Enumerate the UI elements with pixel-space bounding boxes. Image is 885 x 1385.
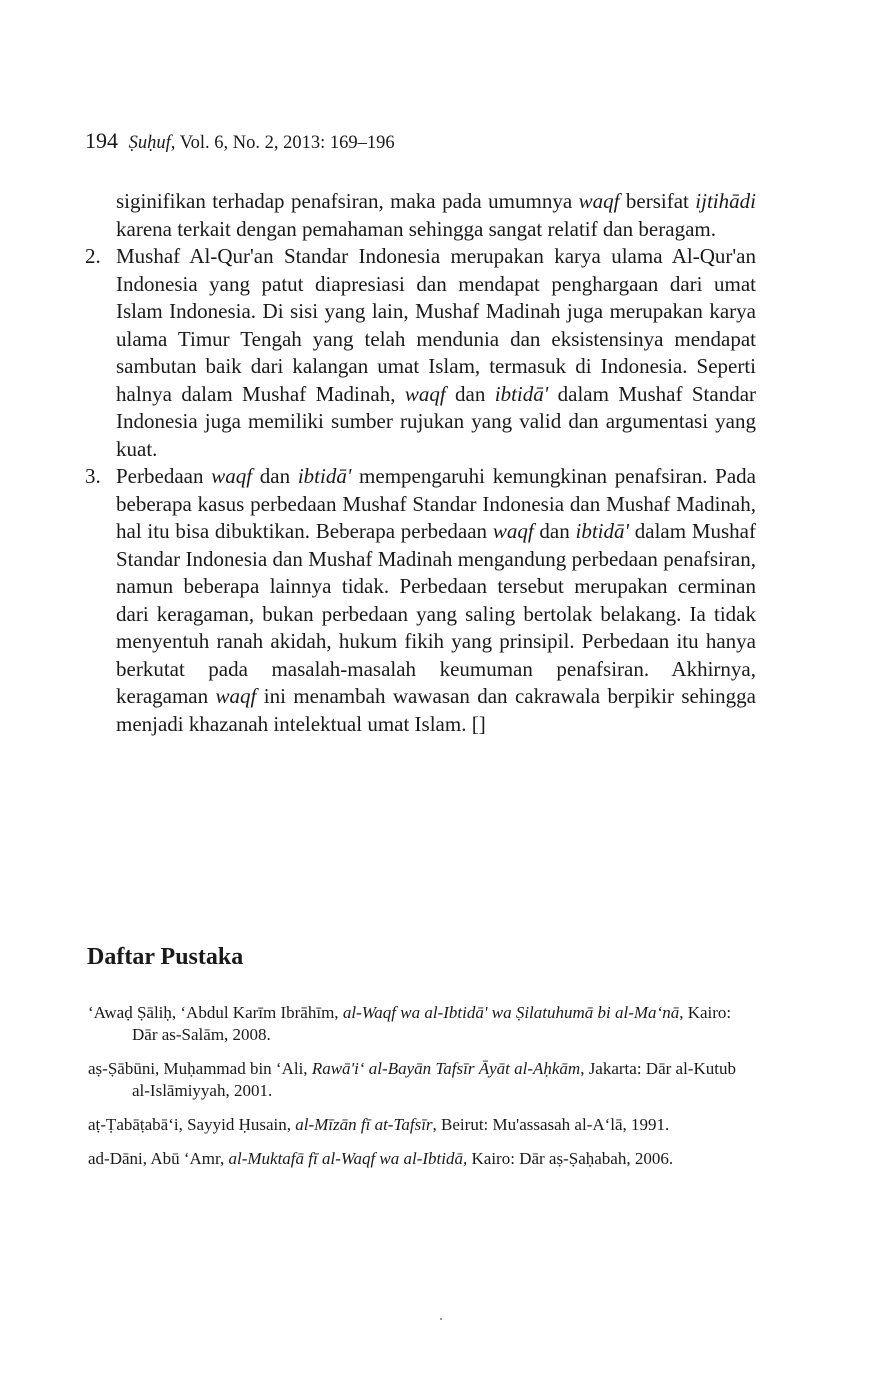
list-item-text: siginifikan terhadap penafsiran, maka pada umumnya waqf bersifat ijtihādi karena terkait dengan pemahaman sehingga sangat relatif dan beragam. xyxy=(116,189,756,241)
journal-name: Ṣuḥuf, xyxy=(128,133,176,153)
list-item-text: Perbedaan waqf dan ibtidā' mempengaruhi kemungkinan penafsiran. Pada beberapa kasus perbedaan Mushaf Standar Indonesia dan Mushaf Madinah, hal itu bisa dibuktikan. Beberapa perbedaan waqf dan ibtidā' dalam Mushaf Standar Indonesia dan Mushaf Madinah mengandung perbedaan penafsiran, namun beberapa lainnya tidak. Perbedaan tersebut merupakan cerminan dari keragaman, bukan perbedaan yang saling bertolak belakang. Ia tidak menyentuh ranah akidah, hukum fikih yang prinsipil. Perbedaan itu hanya berkutat pada masalah-masalah keumuman penafsiran. Akhirnya, keragaman waqf ini menambah wawasan dan cakrawala berpikir sehingga menjadi khazanah intelektual umat Islam. [] xyxy=(116,464,757,736)
list-item xyxy=(116,188,756,243)
conclusion-list xyxy=(85,188,757,738)
reference-entry: aṣ-Ṣābūni, Muḥammad bin ‘Ali, Rawā'i‘ al-Bayān Tafsīr Āyāt al-Aḥkām, Jakarta: Dār al-Kutub al-Islāmiyyah, 2001. xyxy=(88,1059,736,1100)
journal-citation: Vol. 6, No. 2, 2013: 169–196 xyxy=(179,133,395,153)
list-item xyxy=(85,463,757,738)
scan-speck xyxy=(440,1318,442,1320)
reference-entry: aṭ-Ṭabāṭabā‘i, Sayyid Ḥusain, al-Mīzān fī at-Tafsīr, Beirut: Mu'assasah al-A‘lā, 1991. xyxy=(88,1115,670,1134)
running-header xyxy=(85,128,395,154)
list-item-text: Mushaf Al-Qur'an Standar Indonesia merupakan karya ulama Al-Qur'an Indonesia yang patut diapresiasi dan mendapat penghargaan dari umat Islam Indonesia. Di sisi yang lain, Mushaf Madinah juga merupakan karya ulama Timur Tengah yang telah mendunia dan eksistensinya mendapat sambutan baik dari kalangan umat Islam, termasuk di Indonesia. Seperti halnya dalam Mushaf Madinah, waqf dan ibtidā' dalam Mushaf Standar Indonesia juga memiliki sumber rujukan yang valid dan argumentasi yang kuat. xyxy=(116,244,757,461)
list-item-number: 3. xyxy=(85,464,101,488)
bibliography-heading: Daftar Pustaka xyxy=(87,944,244,970)
list-item-number: 2. xyxy=(85,244,101,268)
bibliography-list xyxy=(88,1002,758,1182)
list-item xyxy=(85,243,757,463)
reference-entry: ‘Awaḍ Ṣāliḥ, ‘Abdul Karīm Ibrāhīm, al-Waqf wa al-Ibtidā' wa Ṣilatuhumā bi al-Ma‘nā, Kairo: Dār as-Salām, 2008. xyxy=(88,1003,732,1044)
page-number: 194 xyxy=(85,128,118,153)
reference-entry: ad-Dāni, Abū ‘Amr, al-Muktafā fī al-Waqf wa al-Ibtidā, Kairo: Dār aṣ-Ṣaḥabah, 2006. xyxy=(88,1149,674,1168)
